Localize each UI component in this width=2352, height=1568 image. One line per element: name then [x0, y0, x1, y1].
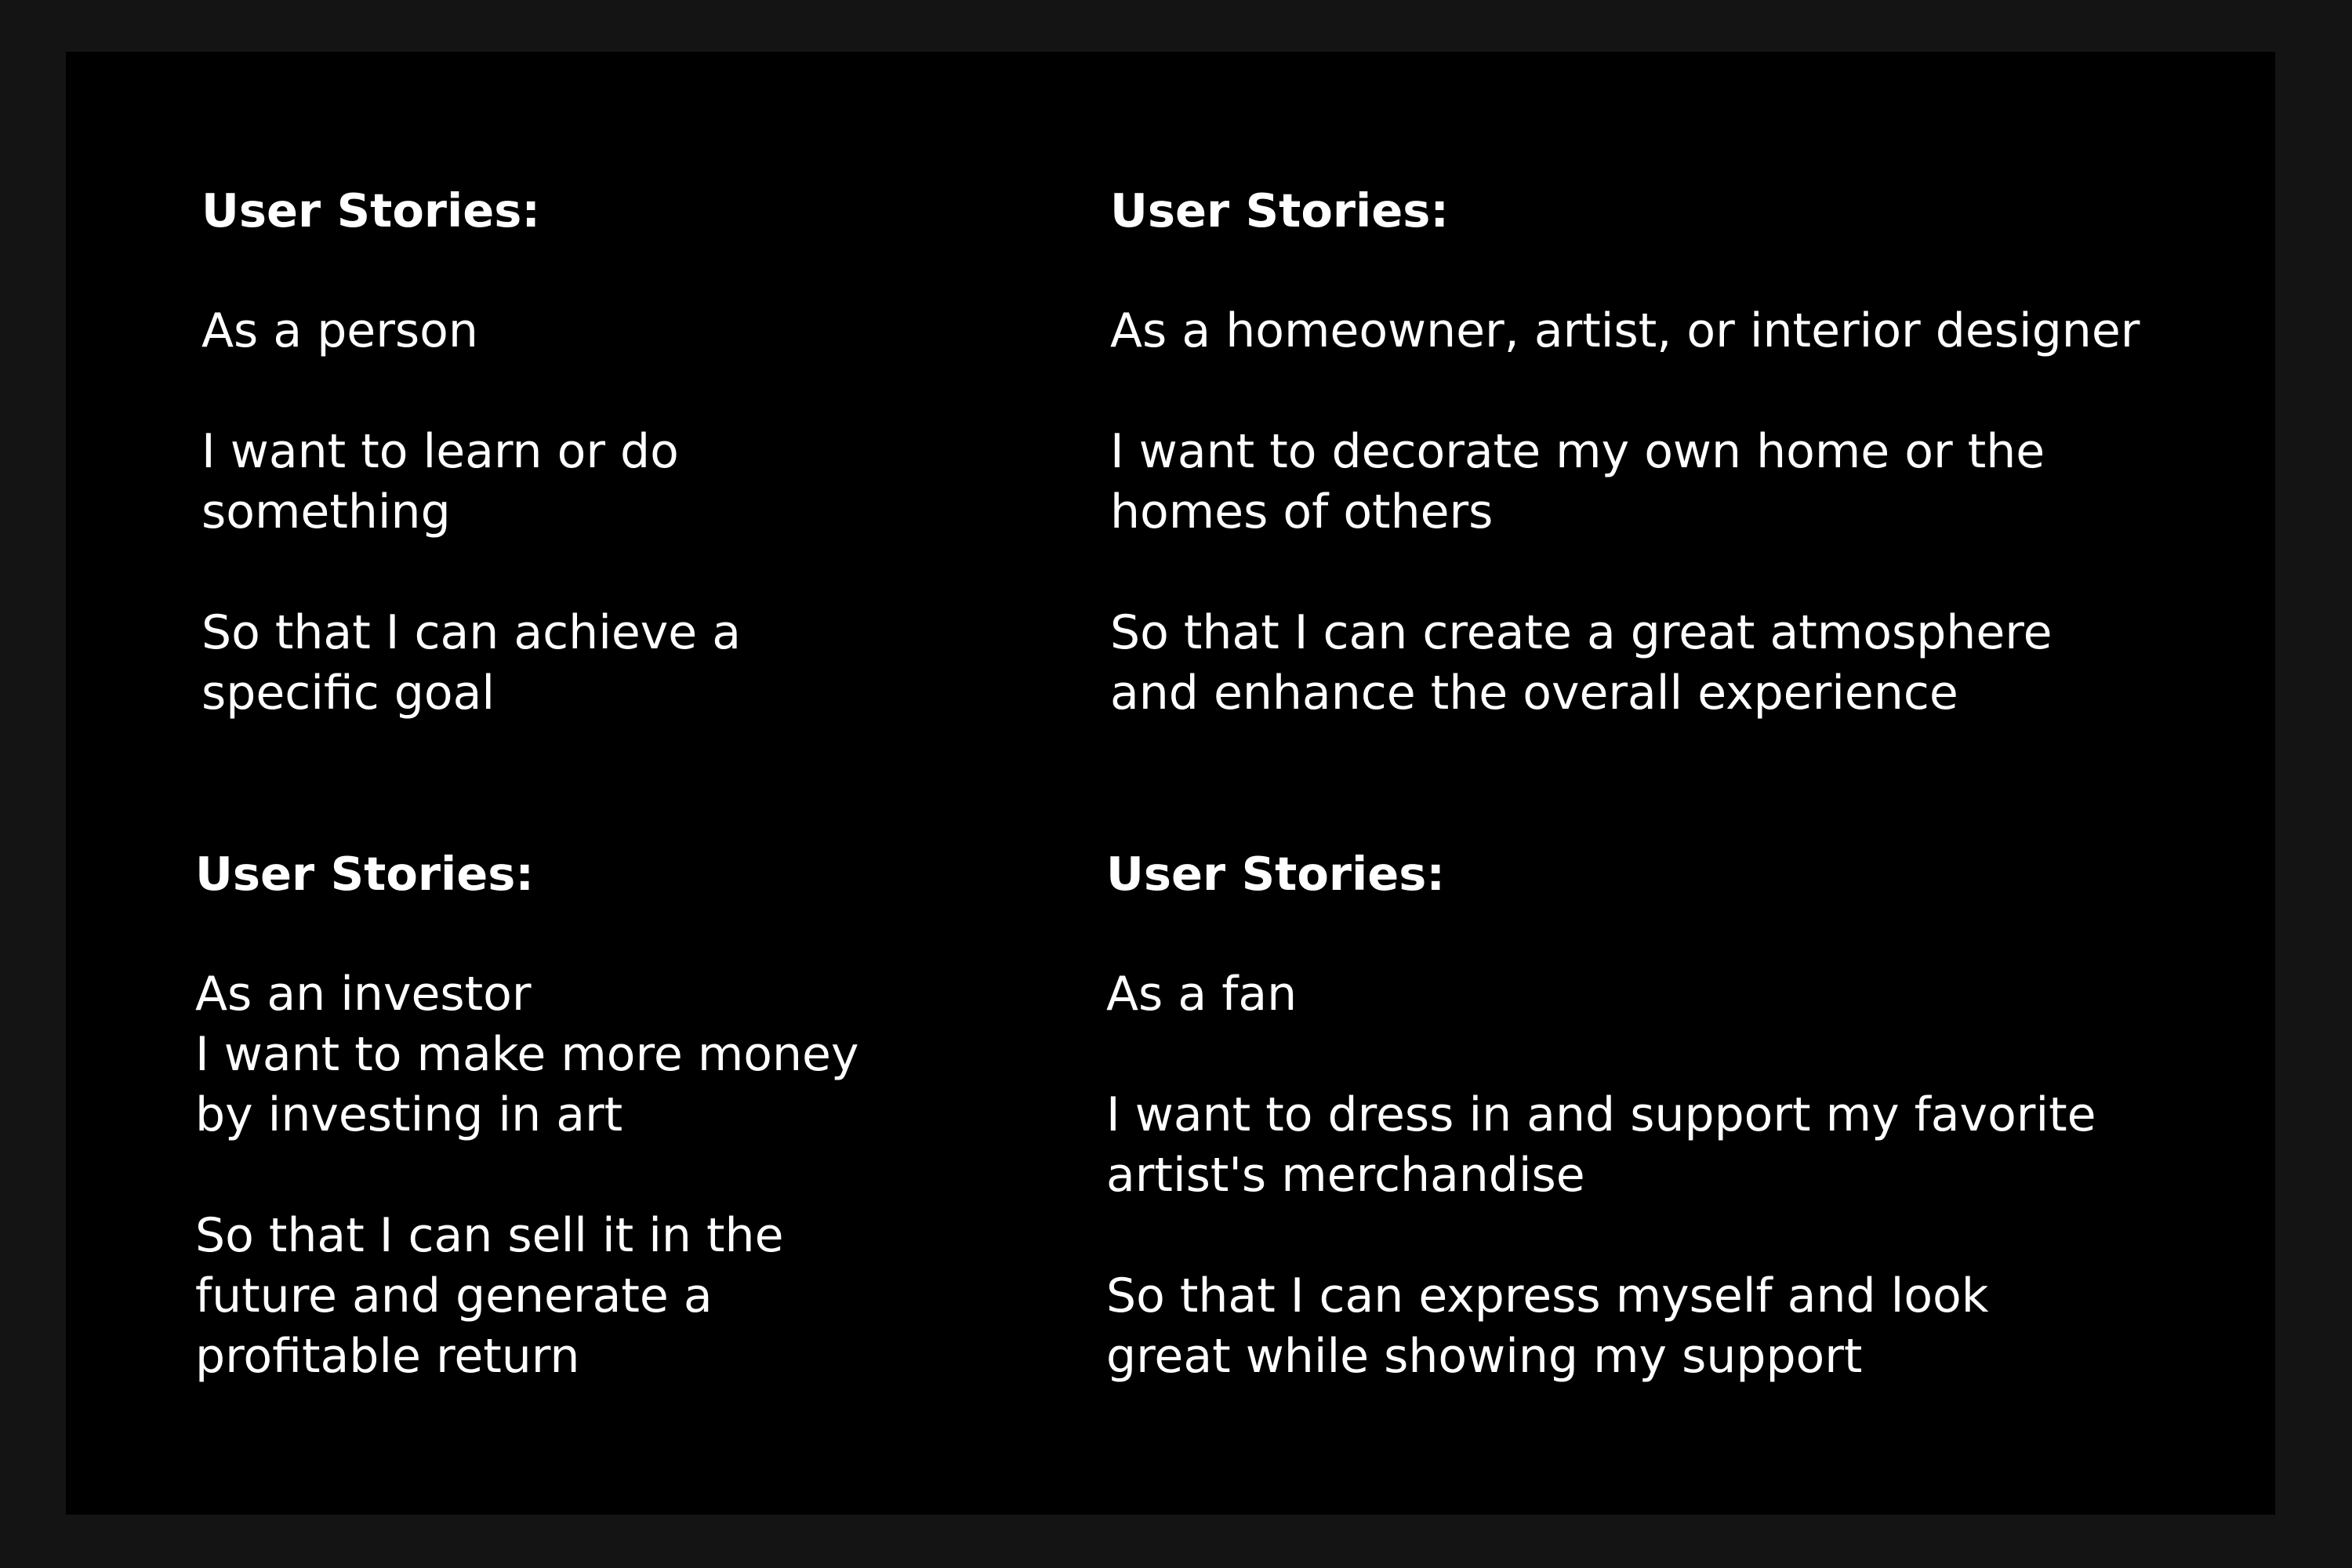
- user-story-want: by investing in art: [195, 1087, 623, 1142]
- user-story-why: profitable return: [195, 1329, 580, 1384]
- spacer: [195, 1145, 858, 1206]
- user-story-why: specific goal: [201, 666, 495, 720]
- spacer: [1106, 1025, 2096, 1085]
- spacer: [201, 543, 741, 603]
- user-story-want: I want to dress in and support my favorite: [1106, 1087, 2096, 1142]
- user-story-why: and enhance the overall experience: [1110, 666, 1958, 720]
- user-story-why: So that I can sell it in the: [195, 1208, 784, 1263]
- user-story-want: something: [201, 485, 451, 539]
- user-story-card-homeowner: [1110, 180, 2140, 724]
- user-story-heading: User Stories:: [1110, 183, 1449, 238]
- user-story-why: So that I can achieve a: [201, 605, 742, 660]
- user-story-want: I want to learn or do: [201, 424, 679, 479]
- user-story-who: As a homeowner, artist, or interior designer: [1110, 303, 2140, 358]
- user-story-why: So that I can express myself and look: [1106, 1269, 1989, 1323]
- spacer: [1110, 241, 2140, 301]
- spacer: [1106, 904, 2096, 964]
- user-story-card-investor: [195, 844, 858, 1387]
- user-story-want: I want to decorate my own home or the: [1110, 424, 2045, 479]
- user-story-want: artist's merchandise: [1106, 1148, 1585, 1203]
- spacer: [1110, 361, 2140, 422]
- spacer: [201, 241, 741, 301]
- user-story-why: So that I can create a great atmosphere: [1110, 605, 2053, 660]
- user-story-who: As a fan: [1106, 967, 1298, 1022]
- user-story-want: homes of others: [1110, 485, 1494, 539]
- spacer: [1110, 543, 2140, 603]
- user-story-who: As an investor: [195, 967, 532, 1022]
- user-story-want: I want to make more money: [195, 1027, 859, 1082]
- user-story-card-person: [201, 180, 741, 724]
- user-story-why: future and generate a: [195, 1269, 713, 1323]
- user-story-heading: User Stories:: [201, 183, 540, 238]
- user-story-who: As a person: [201, 303, 478, 358]
- spacer: [201, 361, 741, 422]
- user-story-heading: User Stories:: [1106, 847, 1445, 901]
- spacer: [1106, 1206, 2096, 1266]
- user-story-heading: User Stories:: [195, 847, 534, 901]
- slide: [66, 52, 2275, 1515]
- spacer: [195, 904, 858, 964]
- user-story-why: great while showing my support: [1106, 1329, 1863, 1384]
- user-story-card-fan: [1106, 844, 2096, 1387]
